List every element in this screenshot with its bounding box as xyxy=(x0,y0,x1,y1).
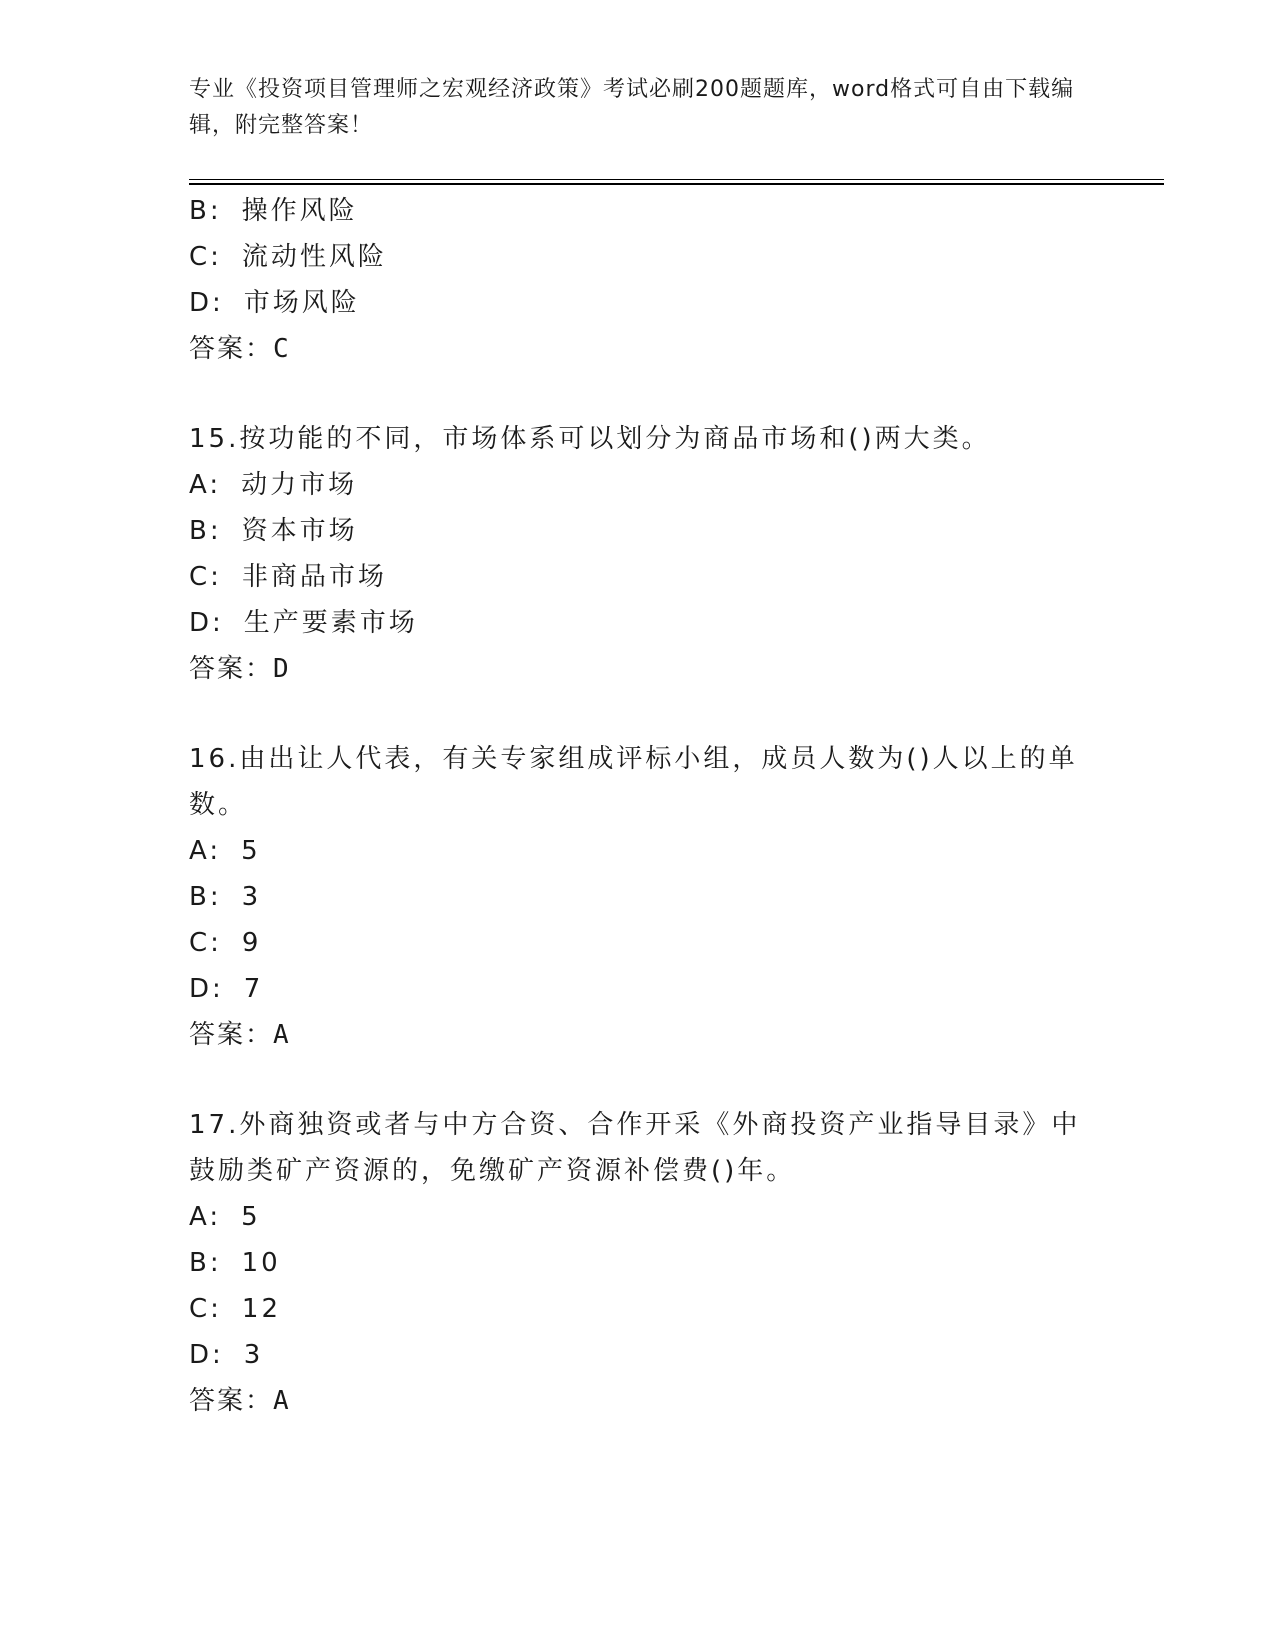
question-15 xyxy=(189,416,1089,692)
option-b: B: 操作风险 xyxy=(189,196,358,226)
document-header: 专业《投资项目管理师之宏观经济政策》考试必刷200题题库，word格式可自由下载编辑，附完整答案！ xyxy=(189,77,1075,138)
option-b: B: 10 xyxy=(189,1248,281,1278)
option-a: A: 5 xyxy=(189,1202,261,1232)
question-text: 15.按功能的不同，市场体系可以划分为商品市场和()两大类。 xyxy=(189,424,991,454)
option-c: C: 非商品市场 xyxy=(189,562,387,592)
option-a: A: 动力市场 xyxy=(189,470,358,500)
option-d: D: 3 xyxy=(189,1340,264,1370)
option-a: A: 5 xyxy=(189,836,261,866)
option-d: D: 生产要素市场 xyxy=(189,608,418,638)
option-d: D: 市场风险 xyxy=(189,288,360,318)
header-divider-thick xyxy=(189,183,1164,185)
option-d: D: 7 xyxy=(189,974,264,1004)
option-c: C: 流动性风险 xyxy=(189,242,387,272)
option-b: B: 3 xyxy=(189,882,262,912)
answer-line: 答案：A xyxy=(189,1020,290,1050)
option-c: C: 9 xyxy=(189,928,262,958)
option-b: B: 资本市场 xyxy=(189,516,358,546)
answer-line: 答案：C xyxy=(189,334,290,364)
answer-line: 答案：A xyxy=(189,1386,290,1416)
question-16 xyxy=(189,736,1089,1058)
question-14-partial xyxy=(189,188,1089,372)
answer-line: 答案：D xyxy=(189,654,290,684)
question-list xyxy=(189,188,1089,1424)
question-text: 17.外商独资或者与中方合资、合作开采《外商投资产业指导目录》中鼓励类矿产资源的，免缴矿产资源补偿费()年。 xyxy=(189,1110,1081,1186)
header-divider xyxy=(189,179,1164,180)
option-c: C: 12 xyxy=(189,1294,282,1324)
question-17 xyxy=(189,1102,1089,1424)
question-text: 16.由出让人代表，有关专家组成评标小组，成员人数为()人以上的单数。 xyxy=(189,744,1078,820)
